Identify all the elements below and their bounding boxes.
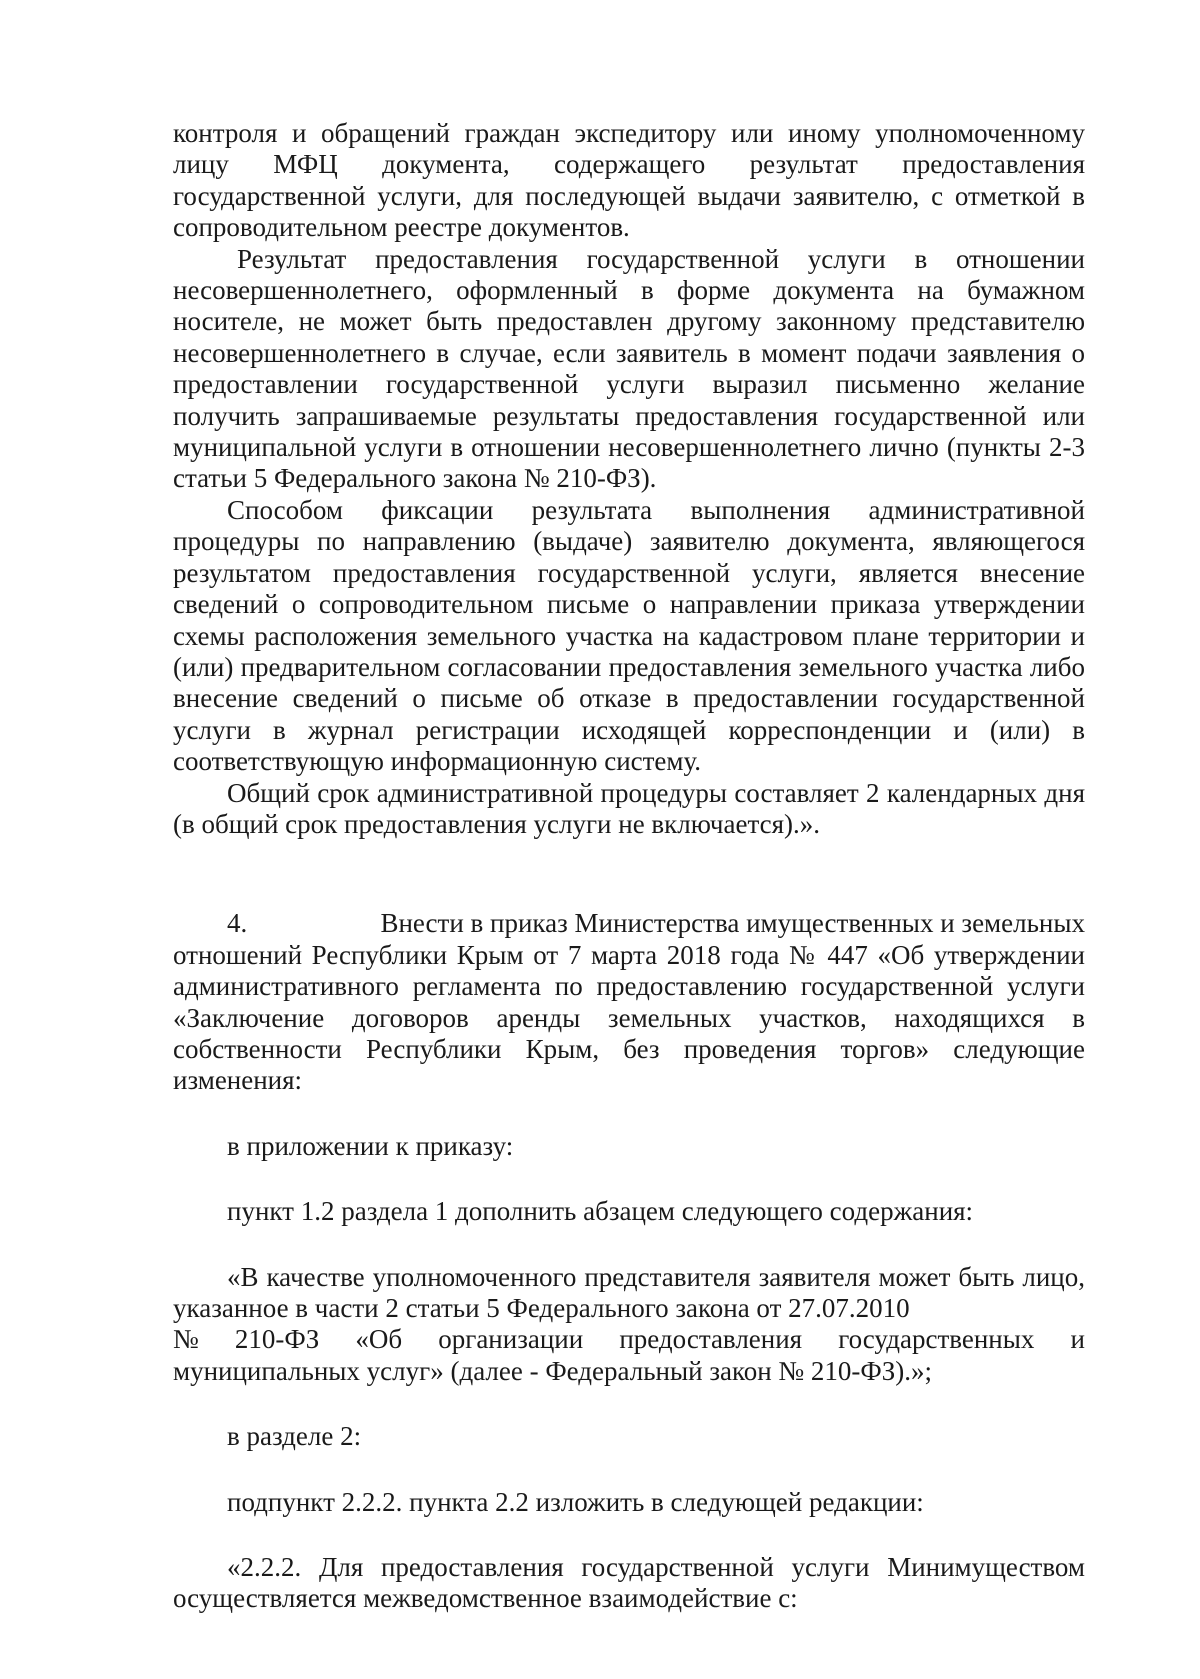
- paragraph-procedure-term: Общий срок административной процедуры составляет 2 календарных дня (в общий срок предоставления услуги не включается).».: [173, 777, 1085, 839]
- quote-word: государственных: [838, 1324, 1035, 1355]
- quote-word: №: [173, 1324, 199, 1355]
- quote-justified-line: [173, 1324, 1085, 1355]
- paragraph-point-1-2: пункт 1.2 раздела 1 дополнить абзацем следующего содержания:: [227, 1196, 974, 1227]
- item-4-text: отношений Республики Крым от 7 марта 2018 года № 447 «Об утверждении административного регламента по предоставлению государственной услуги «Заключение договоров аренды земельных участков, находящихся в собственности Республики Крым, без проведения торгов» следующие изменения:: [173, 939, 1085, 1096]
- item-4-first-line-text: Внести в приказ Министерства имущественных и земельных: [380, 908, 1085, 939]
- quote-word: предоставления: [619, 1324, 803, 1355]
- paragraph-mfc-transfer: контроля и обращений граждан экспедитору или иному уполномоченному лицу МФЦ документа, содержащего результат предоставления государственной услуги, для последующей выдачи заявителю, с отметкой в сопроводительном реестре документов.: [173, 118, 1085, 243]
- quote-word: «Об: [355, 1324, 403, 1355]
- item-4-number: 4.: [227, 908, 248, 939]
- item-4: [173, 908, 1085, 1096]
- paragraph-section-2: в разделе 2:: [227, 1421, 362, 1452]
- paragraph-in-appendix: в приложении к приказу:: [227, 1130, 514, 1161]
- quote-word: организации: [438, 1324, 584, 1355]
- paragraph-minor-result: Результат предоставления государственной услуги в отношении несовершеннолетнего, оформленный в форме документа на бумажном носителе, не может быть предоставлен другому законному представителю несовершеннолетнего в случае, если заявитель в момент подачи заявления о предоставлении государственной услуги выразил письменно желание получить запрашиваемые результаты предоставления государственной или муниципальной услуги в отношении несовершеннолетнего лично (пункты 2-3 статьи 5 Федерального закона № 210-ФЗ).: [173, 243, 1085, 494]
- quote-authorized-representative-end: муниципальных услуг» (далее - Федеральный закон № 210-ФЗ).»;: [173, 1355, 933, 1386]
- item-4-first-line: [173, 908, 1085, 939]
- paragraph-subpoint-2-2-2: подпункт 2.2.2. пункта 2.2 изложить в следующей редакции:: [227, 1486, 924, 1517]
- document-page: [173, 118, 1085, 1615]
- quote-word: и: [1070, 1324, 1085, 1355]
- quote-authorized-representative-text: «В качестве уполномоченного представителя заявителя может быть лицо, указанное в части 2 статьи 5 Федерального закона от 27.07.2010: [173, 1261, 1085, 1323]
- quote-word: 210-ФЗ: [234, 1324, 320, 1355]
- quote-authorized-representative: [173, 1262, 1085, 1388]
- paragraph-fixation-method: Способом фиксации результата выполнения административной процедуры по направлению (выдаче) заявителю документа, являющегося результатом предоставления государственной услуги, является внесение сведений о сопроводительном письме о направлении приказа утверждении схемы расположения земельного участка на кадастровом плане территории и (или) предварительном согласовании предоставления земельного участка либо внесение сведений о письме об отказе в предоставлении государственной услуги в журнал регистрации исходящей корреспонденции и (или) в соответствующую информационную систему.: [173, 494, 1085, 777]
- quote-subpoint-2-2-2: «2.2.2. Для предоставления государственной услуги Минимуществом осуществляется межведомственное взаимодействие с:: [173, 1552, 1085, 1614]
